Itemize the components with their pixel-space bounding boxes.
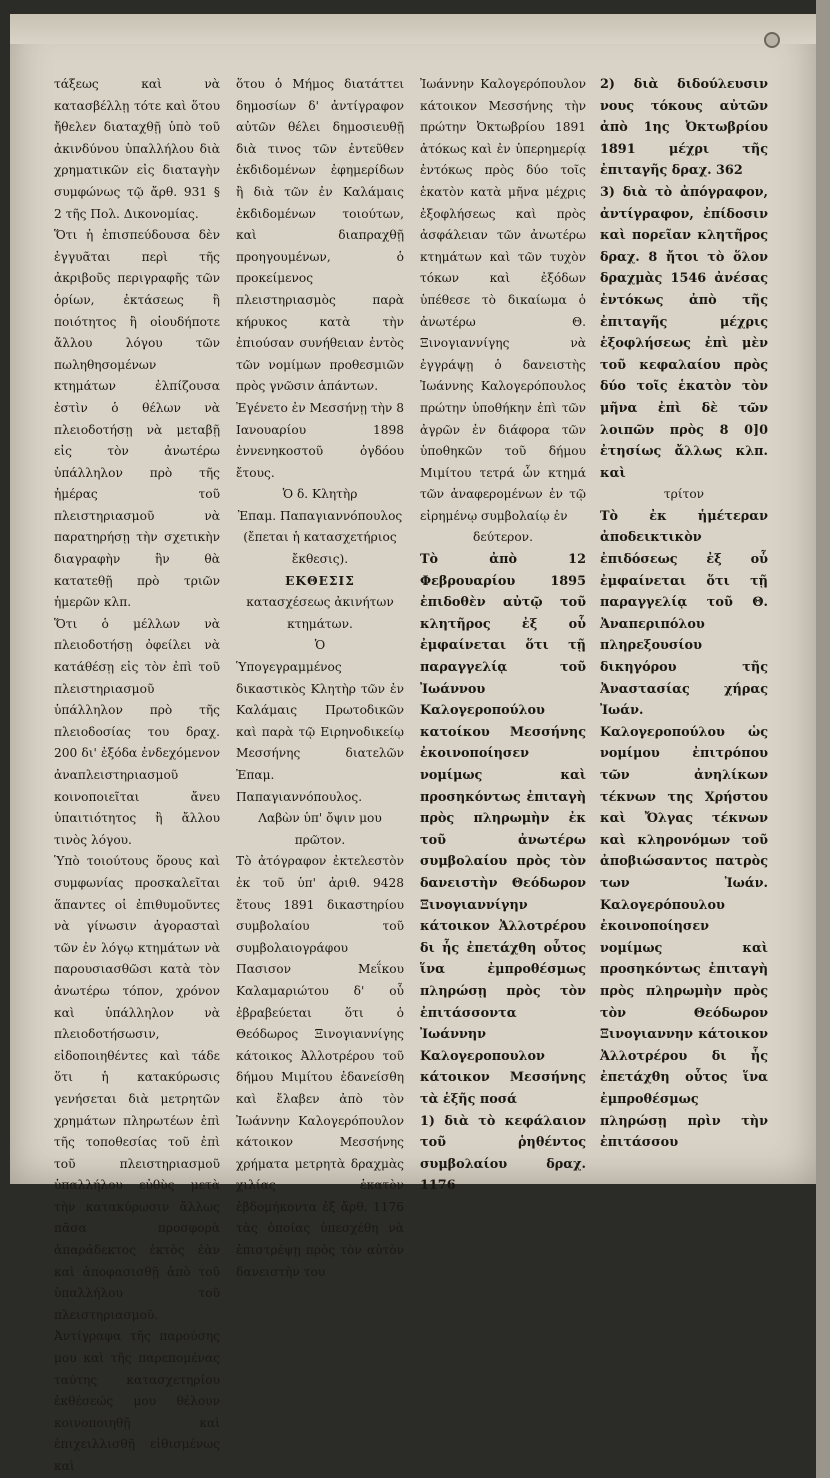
- amount-line: 1) διὰ τὸ κεφάλαιον τοῦ ῥηθέντος συμβολαίου δραχ. 1176: [420, 1113, 586, 1194]
- paragraph: Ὅτι ἡ ἐπισπεύδουσα δὲν ἐγγυᾶται περὶ τῆς ἀκριβοῦς περιγραφῆς τῶν ὁρίων, ἐκτάσεως ἢ ποιότητος ἢ οἱουδήποτε ἄλλου λόγου τῶν πωληθησομένων κτημάτων ἐλπίζουσα ἐστὶν ὁ θέλων νὰ πλειοδοτήσῃ νὰ μεταβῇ εἰς τὸν ἀνωτέρω ὑπάλληλον πρὸ τῆς ἡμέρας τοῦ πλειστηριασμοῦ νὰ παρατηρήσῃ τὴν σχετικὴν διαγραφὴν ἣν θὰ κατατεθῇ πρὸ τριῶν ἡμερῶν κλπ.: [54, 228, 220, 610]
- paragraph: Ἀντίγραφα τῆς παρούσης μου καὶ τῆς παρεπομένας ταύτης κατασχετηρίου ἐκθέσεώς μου θέλουν κοινοποιηθῇ καὶ ἐπιχειλλισθῇ εἰθισμένως καὶ: [54, 1329, 220, 1473]
- paragraph: Ὑπογεγραμμένος δικαστικὸς Κλητὴρ τῶν ἐν Καλάμαις Πρωτοδικῶν καὶ παρὰ τῷ Ειρηνοδικείῳ Μεσσήνης διατελῶν Ἐπαμ. Παπαγιαννόπουλος.: [236, 660, 404, 804]
- amount-line: 3) διὰ τὸ ἀπόγραφον, ἀντίγραφον, ἐπίδοσιν καὶ πορεῖαν κλητῆρος δραχ. 8 ἤτοι τὸ ὅλον δραχμὰς 1546 ἀνέσας ἐντόκως ἀπὸ τῆς ἐπιταγῆς μέχρις ἐξοφλήσεως ἐπὶ μὲν τοῦ κεφαλαίου πρὸς δύο τοῖς ἑκατὸν τὸν μῆνα ἐπὶ δὲ τῶν λοιπῶν πρὸς 8 0]0 ἐτησίως ἄλλως κλπ. καὶ: [600, 184, 768, 481]
- document-page: [10, 14, 816, 1473]
- column-1: [54, 74, 220, 1473]
- paragraph: Ἰωάννην Καλογερόπουλον κάτοικον Μεσσήνης τὴν πρώτην Ὀκτωβρίου 1891 ἀτόκως καὶ ἐν ὑπερημερίᾳ ἐντόκως πρὸς δύο τοῖς ἑκατὸν κατὰ μῆνα μέχρις ἐξοφλήσεως καὶ πρὸς ἀσφάλειαν τῶν ἀνωτέρω κτημάτων καὶ τῶν τυχὸν τόκων καὶ ἐξόδων ὑπέθεσε τὸ δικαίωμα ὁ ἀνωτέρω Θ. Ξινογιαννίγης νὰ ἐγγράψῃ ὁ δανειστὴς Ἰωάννης Καλογερόπουλος πρώτην ὑποθήκην ἐπὶ τῶν ἀγρῶν ἐν διάφορα τῶν ὑποθηκῶν τοῦ δήμου Μιμίτου τετρά ὧν κτημά τῶν ἀναφερομένων ἐν τῷ εἰρημένῳ συμβολαίῳ ἐν: [420, 77, 586, 523]
- column-3: [420, 74, 586, 1194]
- paragraph: Ὅτι ὁ μέλλων νὰ πλειοδοτήσῃ ὀφείλει νὰ κατάθέσῃ εἰς τὸν ἐπὶ τοῦ πλειστηριασμοῦ ὑπάλληλον πρὸ τῆς πλειοδοσίας του δραχ. 200 δι' ἐξόδα ἐνδεχόμενον ἀναπλειστηριασμοῦ κοινοποιεῖται ἄνευ ὑπαιτιότητος ἢ ἄλλου τινὸς λόγου.: [54, 616, 220, 847]
- paragraph: τάξεως καὶ νὰ κατασβέλλῃ τότε καὶ ὅτου ἤθελεν διαταχθῇ ὑπὸ τοῦ ἀκινδύνου ὑπαλλήλου διὰ χρηματικῶν εἰς διαταγὴν συμφώνως τῷ ἄρθ. 931 § 2 τῆς Πολ. Δικονομίας.: [54, 77, 220, 221]
- section-subheading: κατασχέσεως ἀκινήτων κτημάτων.: [246, 595, 394, 631]
- paragraph: Λαβὼν ὑπ' ὄψιν μου πρῶτον.: [258, 811, 382, 847]
- signature-name: Ἐπαμ. Παπαγιαννόπουλος: [237, 508, 403, 523]
- paragraph: Τὸ ἀτόγραφον ἐκτελεστὸν ἐκ τοῦ ὑπ' ἀριθ. 9428 ἔτους 1891 δικαστηρίου συμβολαίου τοῦ συμβολαιογράφου Πασισον Μεΐκου Καλαμαριώτου δ' οὗ ἐβραβεύεται ὅτι ὁ Θεόδωρος Ξινογιαννίγης κάτοικος Ἀλλοτρέρου τοῦ δήμου Μιμίτου ἐδανείσθη καὶ ἔλαβεν ἀπὸ τὸν Ἰωάννην Καλογερόπουλον κάτοικον Μεσσήνης χρήματα μετρητὰ δραχμὰς χιλίας ἑκατὸν ἑβδομήκοντα ἐξ ἄρθ. 1176 τὰς ὁποίας ὑπεσχέθη νὰ ἐπιστρέψῃ πρὸς τὸν αὐτὸν δανειστὴν του: [236, 854, 404, 1279]
- pin-mark: [764, 32, 780, 48]
- column-4: [600, 74, 768, 1151]
- column-2: [236, 74, 404, 1279]
- paragraph: Ὑπὸ τοιούτους ὅρους καὶ συμφωνίας προσκαλεῖται ἅπαντες οἱ ἐπιθυμοῦντες νὰ γίνωσιν ἀγορασταὶ τῶν ἐν λόγῳ κτημάτων νὰ παρουσιασθῶσι κατὰ τὸν ἀνωτέρω τόπον, χρόνον καὶ ὑπάλληλον νὰ πλειοδοτήσωσιν, εἰδοποιηθέντες καὶ τάδε ὅτι ἡ κατακύρωσις γενήσεται διὰ μετρητῶν χρημάτων πληρωτέων ἐπὶ τῆς τοποθεσίας τοῦ ἐπὶ τοῦ πλειστηριασμοῦ ὑπαλλήλου εὐθὺς μετὰ τὴν κατακύρωσιν ἄλλως πᾶσα προσφορὰ ἀπαράδεκτος ἐκτὸς ἐὰν καὶ ἀποφασισθῇ ἀπὸ τοῦ ὑπαλλήλου τοῦ πλειστηριασμοῦ.: [54, 854, 220, 1322]
- page-right-margin: [816, 0, 830, 1478]
- amount-line: 2) διὰ διδούλευσιν νους τόκους αὐτῶν ἀπὸ 1ης Ὀκτωβρίου 1891 μέχρι τῆς ἐπιταγῆς δραχ. 362: [600, 77, 768, 179]
- follows-note: (ἔπεται ἡ κατασχετήριος ἔκθεσις).: [243, 530, 397, 567]
- paragraph: Τὸ ἀπὸ 12 Φεβρουαρίου 1895 ἐπιδοθὲν αὐτῷ τοῦ κλητῆρος ἐξ οὗ ἐμφαίνεται ὅτι τῇ παραγγελίᾳ τοῦ Ἰωάννου Καλογεροπούλου κατοίκου Μεσσήνης ἐκοινοποίησεν νομίμως καὶ προσηκόντως ἐπιταγὴ πρὸς πληρωμὴν ἐκ τοῦ ἀνωτέρω συμβολαίου πρὸς τὸν δανειστὴν Θεόδωρον Ξινογιαννίγην κάτοικον Ἀλλοτρέρου δι ἧς ἐπετάχθη οὗτος ἵνα ἐμπροθέσμως πληρώσῃ πρὸς τὸν ἐπιτάσσοντα Ἰωάννην Καλογεροπουλον κάτοικον Μεσσήνης τὰ ἑξῆς ποσά: [420, 552, 586, 1107]
- section-heading: ΕΚΘΕΣΙΣ: [285, 573, 355, 588]
- signature-title: Ὁ δ. Κλητὴρ: [282, 487, 358, 502]
- paragraph: Τὸ ἐκ ἡμέτεραν ἀποδεικτικὸν ἐπιδόσεως ἐξ οὗ ἐμφαίνεται ὅτι τῇ παραγγελίᾳ τοῦ Θ. Ἀναπεριπόλου πληρεξουσίου δικηγόρου τῆς Ἀναστασίας χήρας Ἰωάν. Καλογεροπούλου ὡς νομίμου ἐπιτρόπου τῶν ἀνηλίκων τέκνων της Χρήστου καὶ Ὄλγας τέκνων καὶ κληρονόμων τοῦ ἀποβιώσαντος πατρὸς των Ἰωάν. Καλογερόπουλου ἐκοινοποίησεν νομίμως καὶ προσηκόντως ἐπιταγὴ πρὸς πληρωμὴν πρὸς τὸν Θεόδωρον Ξινογιαννην κάτοικον Ἀλλοτρέρου δι ἧς ἐπετάχθη οὗτος ἵνα ἐμπροθέσμως πληρώσῃ πρὶν τὴν ἐπιτάσσου: [600, 508, 768, 1151]
- section-word: τρίτον: [663, 487, 705, 502]
- paragraph: ὅτου ὁ Μήμος διατάττει δημοσίων δ' ἀντίγραφον αὐτῶν θέλει δημοσιευθῇ διὰ τινος τῶν ἐντεῦθεν ἐκδιδομένων ἐφημερίδων ἢ διὰ τῶν ἐν Καλάμαις ἐκδιδομένων τοιούτων, καὶ διαπραχθῇ προηγουμένων, ὁ προκείμενος πλειστηριασμὸς παρὰ κήρυκος κατὰ τὴν ἐπιούσαν συνήθειαν ἐντὸς τῶν νομίμων προθεσμιῶν πρὸς γνῶσιν ἁπάντων.: [236, 77, 404, 394]
- paragraph: Ἐγένετο ἐν Μεσσήνῃ τὴν 8 Ιανουαρίου 1898 ἐννενηκοστοῦ ὀγδόου ἔτους.: [236, 400, 404, 480]
- page-top-edge: [10, 14, 816, 44]
- paragraph: δεύτερον.: [473, 530, 533, 545]
- paragraph: Ὁ: [314, 638, 326, 653]
